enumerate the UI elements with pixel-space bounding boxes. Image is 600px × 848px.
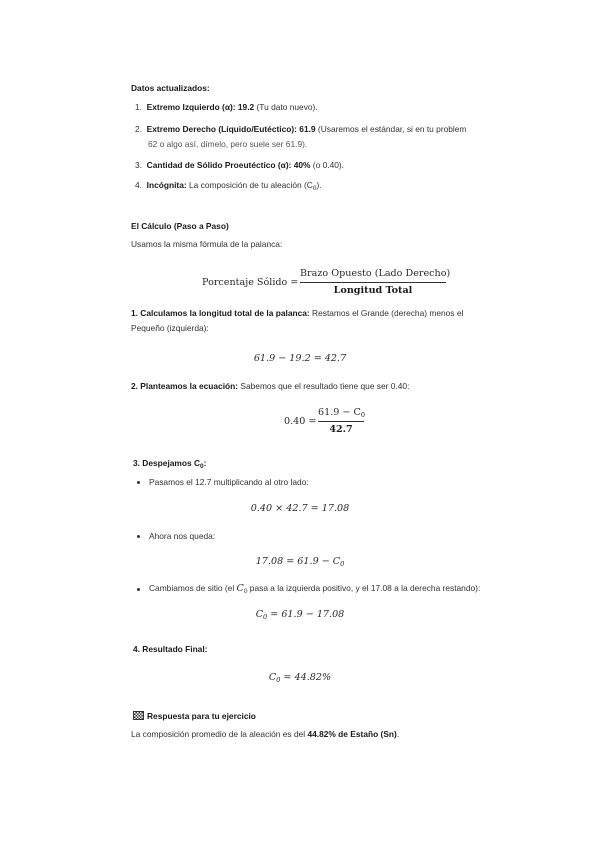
bullet [137, 481, 140, 484]
formula-denominator: Longitud Total [333, 285, 413, 296]
checkered-flag-icon [133, 711, 144, 720]
formula-numerator: Brazo Opuesto (Lado Derecho) [300, 268, 451, 279]
step2-fraction-line [318, 421, 364, 422]
calc-intro: Usamos la misma fórmula de la palanca: [131, 239, 283, 249]
step1-equation: 61.9 − 19.2 = 42.7 [253, 353, 347, 364]
step3-equation-2: $17.08 = 61.9 - C_0$ [255, 556, 345, 568]
step3-bullet-1: Pasamos el 12.7 multiplicando al otro lado: [149, 477, 309, 487]
step3-equation-3: $C_0 = 61.9 - 17.08$ [255, 609, 345, 621]
list-item-continuation: 62 o algo así, dímelo, pero suele ser 61.9). [148, 139, 308, 149]
list-item: 4. Incógnita: La composición de tu aleación $(C_0)$. [135, 180, 322, 192]
step3-equation-1: 0.40 × 42.7 = 17.08 [250, 503, 350, 514]
step3-title: 3. Despejamos $C_0$: [133, 458, 207, 470]
step2-numerator: $61.9 - C_0$ [318, 407, 365, 419]
bullet [137, 588, 140, 591]
step3-bullet-2: Ahora nos queda: [149, 531, 216, 541]
formula-lhs: Porcentaje Sólido = [202, 277, 299, 288]
answer-text: La composición promedio de la aleación es del 44.82% de Estaño (Sn). [131, 729, 400, 739]
step2-lhs: 0.40 = [284, 416, 317, 427]
step1-text: 1. Calculamos la longitud total de la palanca: Restamos el Grande (derecha) menos el [131, 308, 464, 318]
updated-heading: Datos actualizados: [131, 83, 210, 93]
step3-bullet-3: Cambiamos de sitio (el $C_0$ pasa a la izquierda positivo, y el 17.08 a la derecha restando): [149, 583, 481, 595]
step2-denominator: 42.7 [329, 424, 353, 435]
bullet [137, 535, 140, 538]
list-item: 2. Extremo Derecho (Líquido/Eutéctico): 61.9 (Usaremos el estándar, si en tu problem [135, 124, 467, 134]
step2-text: 2. Planteamos la ecuación: Sabemos que el resultado tiene que ser 0.40: [131, 381, 410, 391]
list-item: 3. Cantidad de Sólido Proeutéctico (α): 40% (o 0.40). [135, 160, 345, 170]
calc-heading: El Cálculo (Paso a Paso) [131, 221, 229, 231]
step1-text-cont: Pequeño (izquierda): [131, 323, 209, 333]
list-item: 1. Extremo Izquierdo (α): 19.2 (Tu dato nuevo). [135, 102, 318, 112]
step4-title: 4. Resultado Final: [133, 644, 208, 654]
step4-equation: $C_0 = 44.82\%$ [268, 672, 332, 684]
formula-fraction-line [300, 282, 446, 283]
answer-heading: Respuesta para tu ejercicio [133, 711, 256, 721]
